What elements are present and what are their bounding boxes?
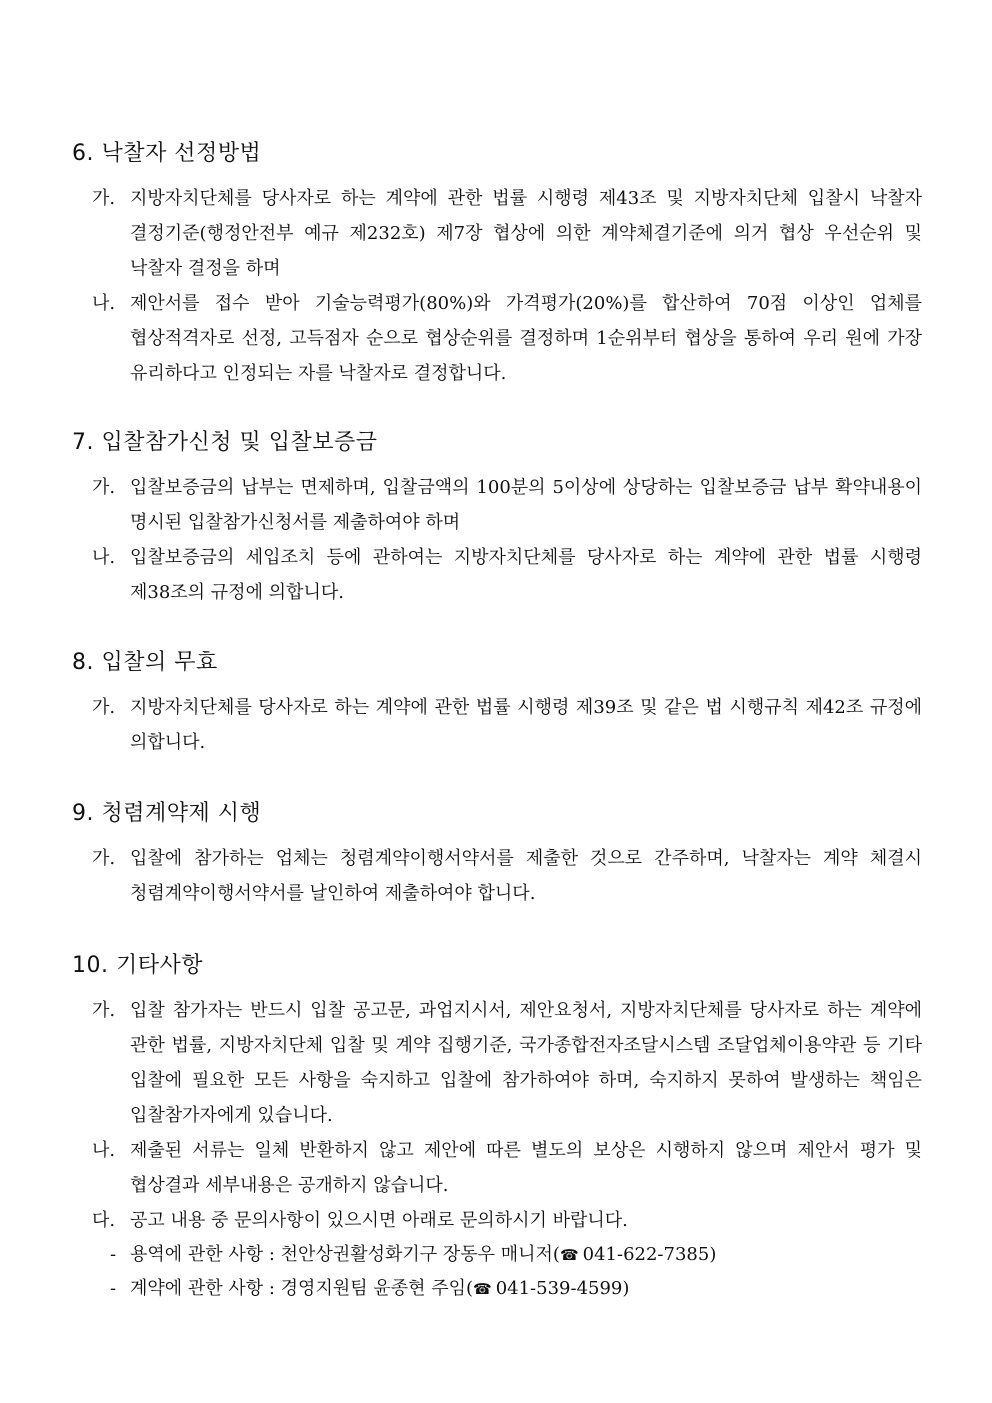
- item-marker: 나.: [92, 1140, 116, 1161]
- section-title: 7. 입찰참가신청 및 입찰보증금: [72, 430, 378, 455]
- item-marker: 가.: [92, 848, 116, 869]
- item-text: 입찰보증금의 납부는 면제하며, 입찰금액의 100분의 5이상에 상당하는 입찰보증금 납부 확약내용이 명시된 입찰참가신청서를 제출하여야 하며: [130, 477, 922, 533]
- item-marker: 가.: [92, 697, 116, 718]
- section-10: [72, 951, 922, 1306]
- list-item: [92, 841, 922, 911]
- list-item: [92, 181, 922, 286]
- list-item: [92, 1203, 922, 1238]
- item-text: 지방자치단체를 당사자로 하는 계약에 관한 법률 시행령 제43조 및 지방자치단체 입찰시 낙찰자 결정기준(행정안전부 예규 제232호) 제7장 협상에 의한 계약체결기준에 의거 협상 우선순위 및 낙찰자 결정을 하며: [130, 188, 922, 279]
- item-text: 제안서를 접수 받아 기술능력평가(80%)와 가격평가(20%)를 합산하여 70점 이상인 업체를 협상적격자로 선정, 고득점자 순으로 협상순위를 결정하며 1순위부터 협상을 통하여 우리 원에 가장 유리하다고 인정되는 자를 낙찰자로 결정합니다.: [130, 293, 922, 384]
- list-item: [92, 470, 922, 540]
- section-7: [72, 428, 922, 610]
- item-marker: 다.: [92, 1210, 116, 1231]
- contact-label: 계약에 관한 사항 : 경영지원팀 윤종현 주임(: [130, 1278, 474, 1299]
- item-marker: 가.: [92, 477, 116, 498]
- section-8: [72, 648, 922, 760]
- list-item: [92, 690, 922, 760]
- item-text: 공고 내용 중 문의사항이 있으시면 아래로 문의하시기 바랍니다.: [130, 1210, 628, 1231]
- dash-bullet: -: [110, 1278, 117, 1299]
- item-text: 입찰에 참가하는 업체는 청렴계약이행서약서를 제출한 것으로 간주하며, 낙찰자는 계약 체결시 청렴계약이행서약서를 날인하여 제출하여야 합니다.: [130, 848, 922, 904]
- contact-line-service: [110, 1238, 922, 1272]
- contact-phone: 041-539-4599: [495, 1278, 623, 1299]
- item-marker: 나.: [92, 547, 116, 568]
- list-item: [92, 993, 922, 1133]
- contact-close-paren: ): [709, 1244, 717, 1265]
- section-title: 9. 청렴계약제 시행: [72, 801, 262, 826]
- phone-icon: ☎: [473, 1280, 492, 1298]
- section-title: 10. 기타사항: [72, 953, 203, 978]
- contact-line-contract: [110, 1272, 922, 1306]
- dash-bullet: -: [110, 1244, 117, 1265]
- section-9: [72, 799, 922, 911]
- contact-phone: 041-622-7385: [582, 1244, 710, 1265]
- contact-label: 용역에 관한 사항 : 천안상권활성화기구 장동우 매니저(: [130, 1244, 560, 1265]
- item-text: 입찰보증금의 세입조치 등에 관하여는 지방자치단체를 당사자로 하는 계약에 관한 법률 시행령 제38조의 규정에 의합니다.: [130, 547, 922, 603]
- phone-icon: ☎: [559, 1246, 579, 1264]
- item-marker: 나.: [92, 293, 116, 314]
- contact-close-paren: ): [622, 1278, 630, 1299]
- item-text: 제출된 서류는 일체 반환하지 않고 제안에 따른 별도의 보상은 시행하지 않으며 제안서 평가 및 협상결과 세부내용은 공개하지 않습니다.: [130, 1140, 922, 1196]
- section-6: [72, 139, 922, 391]
- list-item: [92, 1133, 922, 1203]
- list-item: [92, 286, 922, 391]
- item-text: 지방자치단체를 당사자로 하는 계약에 관한 법률 시행령 제39조 및 같은 법 시행규칙 제42조 규정에 의합니다.: [130, 697, 922, 753]
- item-marker: 가.: [92, 1000, 116, 1021]
- item-text: 입찰 참가자는 반드시 입찰 공고문, 과업지시서, 제안요청서, 지방자치단체를 당사자로 하는 계약에 관한 법률, 지방자치단체 입찰 및 계약 집행기준, 국가종합전자조달시스템 조달업체이용약관 등 기타 입찰에 필요한 모든 사항을 숙지하고 입찰에 참가하여야 하며, 숙지하지 못하여 발생하는 책임은 입찰참가자에게 있습니다.: [130, 1000, 922, 1126]
- section-title: 8. 입찰의 무효: [72, 650, 218, 675]
- list-item: [92, 540, 922, 610]
- section-title: 6. 낙찰자 선정방법: [72, 141, 262, 166]
- item-marker: 가.: [92, 188, 116, 209]
